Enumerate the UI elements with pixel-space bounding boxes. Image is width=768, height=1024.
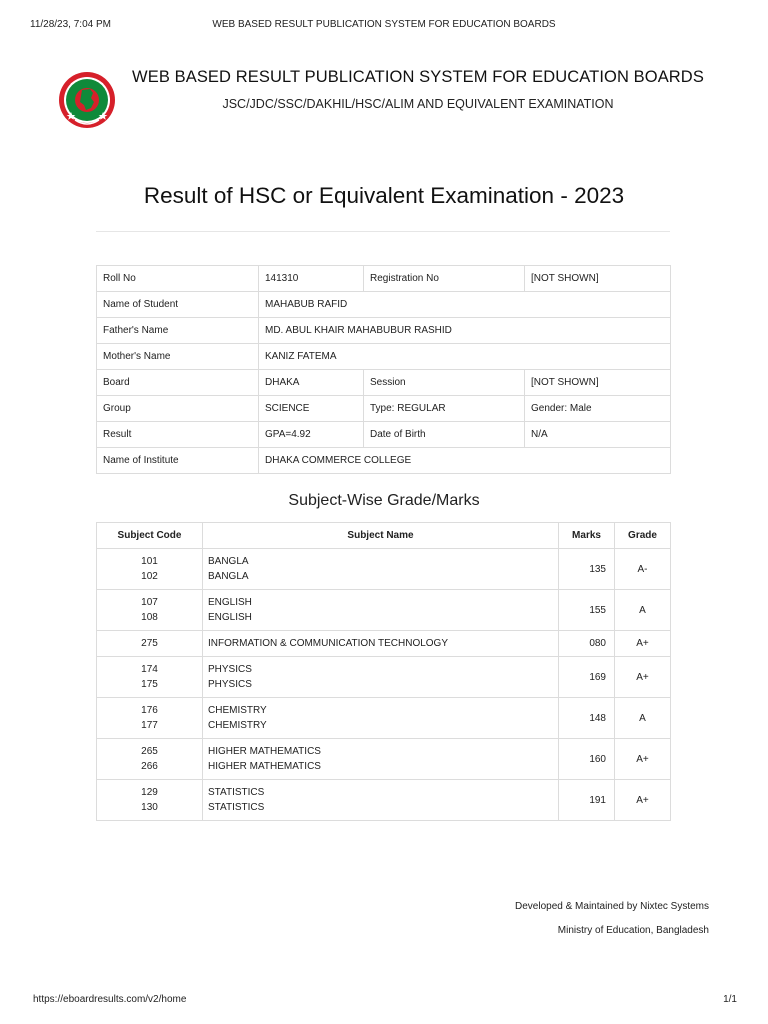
table-header-row	[97, 523, 671, 549]
subject-name: ENGLISH	[208, 596, 252, 608]
subject-name: ENGLISH	[208, 612, 252, 623]
subject-code-cell	[97, 631, 203, 657]
result-title: Result of HSC or Equivalent Examination - 2023	[143, 183, 625, 208]
roll-value: 141310	[259, 266, 364, 292]
mother-name-label: Mother's Name	[97, 344, 259, 370]
student-info-table	[96, 265, 671, 474]
subject-name-cell	[203, 549, 559, 590]
page-url[interactable]: https://eboardresults.com/v2/home	[33, 994, 187, 1005]
mother-name-value: KANIZ FATEMA	[259, 344, 671, 370]
title-divider	[96, 231, 670, 232]
table-row	[97, 344, 671, 370]
board-value: DHAKA	[259, 370, 364, 396]
bangladesh-government-emblem-icon	[57, 62, 117, 138]
subject-name: INFORMATION & COMMUNICATION TECHNOLOGY	[208, 637, 449, 649]
subject-code-cell	[97, 590, 203, 631]
roll-label: Roll No	[97, 266, 259, 292]
father-name-label: Father's Name	[97, 318, 259, 344]
group-label: Group	[97, 396, 259, 422]
subject-name: BANGLA	[208, 555, 249, 567]
institute-label: Name of Institute	[97, 448, 259, 474]
grades-section-title: Subject-Wise Grade/Marks	[288, 492, 480, 509]
registration-value: [NOT SHOWN]	[525, 266, 671, 292]
marks-header: Marks	[559, 523, 615, 549]
subject-code: 101	[141, 555, 158, 567]
table-row	[97, 266, 671, 292]
subject-name: HIGHER MATHEMATICS	[208, 745, 321, 757]
subject-code-cell	[97, 739, 203, 780]
table-row	[97, 318, 671, 344]
subject-name: PHYSICS	[208, 663, 252, 675]
subject-code-cell	[97, 780, 203, 821]
session-label: Session	[364, 370, 525, 396]
subject-name-cell	[203, 780, 559, 821]
table-row	[97, 657, 671, 698]
subject-name: PHYSICS	[208, 679, 252, 690]
subject-code-cell	[97, 657, 203, 698]
table-row	[97, 422, 671, 448]
grade-cell: A+	[615, 631, 671, 657]
table-row	[97, 590, 671, 631]
table-row	[97, 370, 671, 396]
page-number: 1/1	[723, 994, 737, 1005]
subject-code-header: Subject Code	[97, 523, 203, 549]
subject-code: 108	[141, 612, 158, 623]
grade-header: Grade	[615, 523, 671, 549]
print-page-title: WEB BASED RESULT PUBLICATION SYSTEM FOR EDUCATION BOARDS	[212, 19, 556, 30]
grade-cell: A-	[615, 549, 671, 590]
subject-code-cell	[97, 549, 203, 590]
subject-code: 129	[141, 786, 158, 798]
marks-cell: 148	[559, 698, 615, 739]
student-name-label: Name of Student	[97, 292, 259, 318]
table-row	[97, 698, 671, 739]
subject-name: CHEMISTRY	[208, 704, 267, 716]
grade-cell: A	[615, 590, 671, 631]
subject-code: 265	[141, 745, 158, 757]
grades-table	[96, 522, 671, 821]
subject-code: 174	[141, 663, 158, 675]
subject-code: 130	[141, 802, 158, 813]
father-name-value: MD. ABUL KHAIR MAHABUBUR RASHID	[259, 318, 671, 344]
dob-value: N/A	[525, 422, 671, 448]
gender-value: Gender: Male	[525, 396, 671, 422]
subject-code: 176	[141, 704, 158, 716]
subject-code: 102	[141, 571, 158, 582]
subject-name-cell	[203, 590, 559, 631]
table-row	[97, 631, 671, 657]
subject-name-cell	[203, 739, 559, 780]
dob-label: Date of Birth	[364, 422, 525, 448]
registration-label: Registration No	[364, 266, 525, 292]
subject-code: 107	[141, 596, 158, 608]
subject-code-cell	[97, 698, 203, 739]
result-label: Result	[97, 422, 259, 448]
table-row	[97, 739, 671, 780]
site-title: WEB BASED RESULT PUBLICATION SYSTEM FOR EDUCATION BOARDS	[132, 68, 704, 86]
grade-cell: A	[615, 698, 671, 739]
marks-cell: 155	[559, 590, 615, 631]
type-value: Type: REGULAR	[364, 396, 525, 422]
subject-name: BANGLA	[208, 571, 249, 582]
marks-cell: 135	[559, 549, 615, 590]
print-datetime: 11/28/23, 7:04 PM	[30, 19, 111, 30]
grade-cell: A+	[615, 739, 671, 780]
table-row	[97, 549, 671, 590]
subject-name: STATISTICS	[208, 802, 265, 813]
student-name-value: MAHABUB RAFID	[259, 292, 671, 318]
marks-cell: 169	[559, 657, 615, 698]
grade-cell: A+	[615, 780, 671, 821]
table-row	[97, 292, 671, 318]
group-value: SCIENCE	[259, 396, 364, 422]
marks-cell: 160	[559, 739, 615, 780]
table-row	[97, 448, 671, 474]
result-value: GPA=4.92	[259, 422, 364, 448]
subject-name-header: Subject Name	[203, 523, 559, 549]
subject-name-cell	[203, 657, 559, 698]
subject-name: HIGHER MATHEMATICS	[208, 761, 321, 772]
grade-cell: A+	[615, 657, 671, 698]
board-label: Board	[97, 370, 259, 396]
marks-cell: 191	[559, 780, 615, 821]
subject-name-cell	[203, 631, 559, 657]
subject-code: 275	[141, 637, 158, 649]
marks-cell: 080	[559, 631, 615, 657]
subject-name: STATISTICS	[208, 786, 265, 798]
institute-value: DHAKA COMMERCE COLLEGE	[259, 448, 671, 474]
developer-credit: Developed & Maintained by Nixtec Systems	[515, 901, 709, 912]
table-row	[97, 396, 671, 422]
subject-code: 175	[141, 679, 158, 690]
print-header	[0, 0, 768, 34]
session-value: [NOT SHOWN]	[525, 370, 671, 396]
table-row	[97, 780, 671, 821]
subject-code: 266	[141, 761, 158, 772]
subject-name-cell	[203, 698, 559, 739]
subject-name: CHEMISTRY	[208, 720, 267, 731]
site-subtitle: JSC/JDC/SSC/DAKHIL/HSC/ALIM AND EQUIVALENT EXAMINATION	[222, 97, 614, 111]
ministry-credit: Ministry of Education, Bangladesh	[557, 925, 709, 936]
subject-code: 177	[141, 720, 158, 731]
